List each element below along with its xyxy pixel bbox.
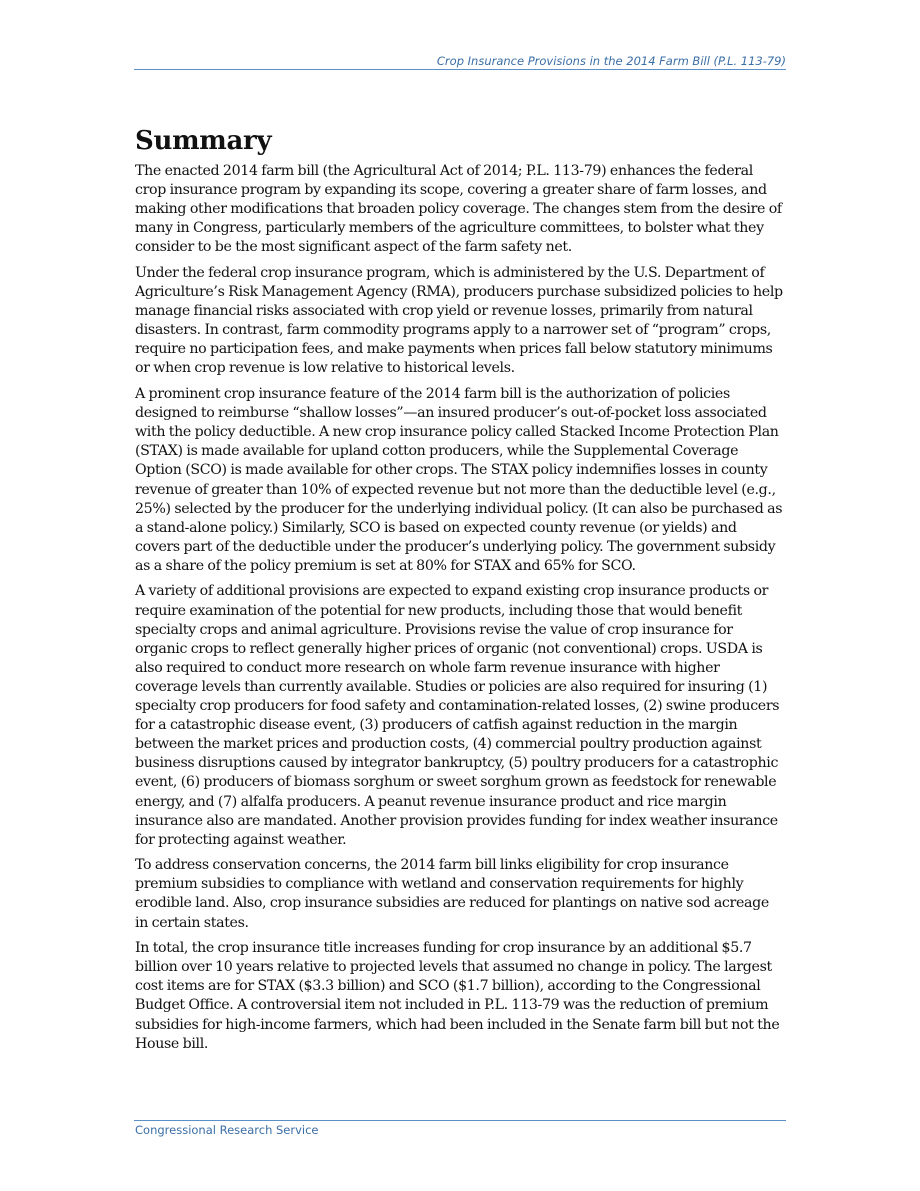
main-content (135, 124, 785, 1060)
paragraph-3: A prominent crop insurance feature of the 2014 farm bill is the authorization of policies designed to reimburse “shallow losses”—an insured producer’s out-of-pocket loss associated with the policy deductible. A new crop insurance policy called Stacked Income Protection Plan (STAX) is made available for upland cotton producers, while the Supplemental Coverage Option (SCO) is made available for other crops. The STAX policy indemnifies losses in county revenue of greater than 10% of expected revenue but not more than the deductible level (e.g., 25%) selected by the producer for the underlying individual policy. (It can also be purchased as a stand-alone policy.) Similarly, SCO is based on expected county revenue (or yields) and covers part of the deductible under the producer’s underlying policy. The government subsidy as a share of the policy premium is set at 80% for STAX and 65% for SCO. (135, 386, 783, 574)
footer-rule (134, 1120, 786, 1121)
paragraph-5: To address conservation concerns, the 2014 farm bill links eligibility for crop insurance premium subsidies to compliance with wetland and conservation requirements for highly erodible land. Also, crop insurance subsidies are reduced for plantings on native sod acreage in certain states. (135, 857, 769, 931)
paragraph-6: In total, the crop insurance title increases funding for crop insurance by an additional $5.7 billion over 10 years relative to projected levels that assumed no change in policy. The largest cost items are for STAX ($3.3 billion) and SCO ($1.7 billion), according to the Congressional Budget Office. A controversial item not included in P.L. 113-79 was the reduction of premium subsidies for high-income farmers, which had been included in the Senate farm bill but not the House bill. (135, 940, 780, 1052)
footer-publisher: Congressional Research Service (135, 1123, 319, 1137)
paragraph-1: The enacted 2014 farm bill (the Agricultural Act of 2014; P.L. 113-79) enhances the federal crop insurance program by expanding its scope, covering a greater share of farm losses, and making other modifications that broaden policy coverage. The changes stem from the desire of many in Congress, particularly members of the agriculture committees, to bolster what they consider to be the most significant aspect of the farm safety net. (135, 163, 782, 256)
paragraph-2: Under the federal crop insurance program, which is administered by the U.S. Department of Agriculture’s Risk Management Agency (RMA), producers purchase subsidized policies to help manage financial risks associated with crop yield or revenue losses, primarily from natural disasters. In contrast, farm commodity programs apply to a narrower set of “program” crops, require no participation fees, and make payments when prices fall below statutory minimums or when crop revenue is low relative to historical levels. (135, 264, 783, 377)
running-header: Crop Insurance Provisions in the 2014 Farm Bill (P.L. 113-79) (436, 54, 786, 68)
header-rule (134, 69, 786, 70)
paragraph-4: A variety of additional provisions are expected to expand existing crop insurance products or require examination of the potential for new products, including those that would benefit specialty crops and animal agriculture. Provisions revise the value of crop insurance for organic crops to reflect generally higher prices of organic (not conventional) crops. USDA is also required to conduct more research on whole farm revenue insurance with higher coverage levels than currently available. Studies or policies are also required for insuring (1) specialty crop producers for food safety and contamination-related losses, (2) swine producers for a catastrophic disease event, (3) producers of catfish against reduction in the margin between the market prices and production costs, (4) commercial poultry production against business disruptions caused by integrator bankruptcy, (5) poultry producers for a catastrophic event, (6) producers of biomass sorghum or sweet sorghum grown as feedstock for renewable energy, and (7) alfalfa producers. A peanut revenue insurance product and rice margin insurance also are mandated. Another provision provides funding for index weather insurance for protecting against weather. (135, 583, 780, 848)
section-title: Summary (135, 126, 272, 156)
